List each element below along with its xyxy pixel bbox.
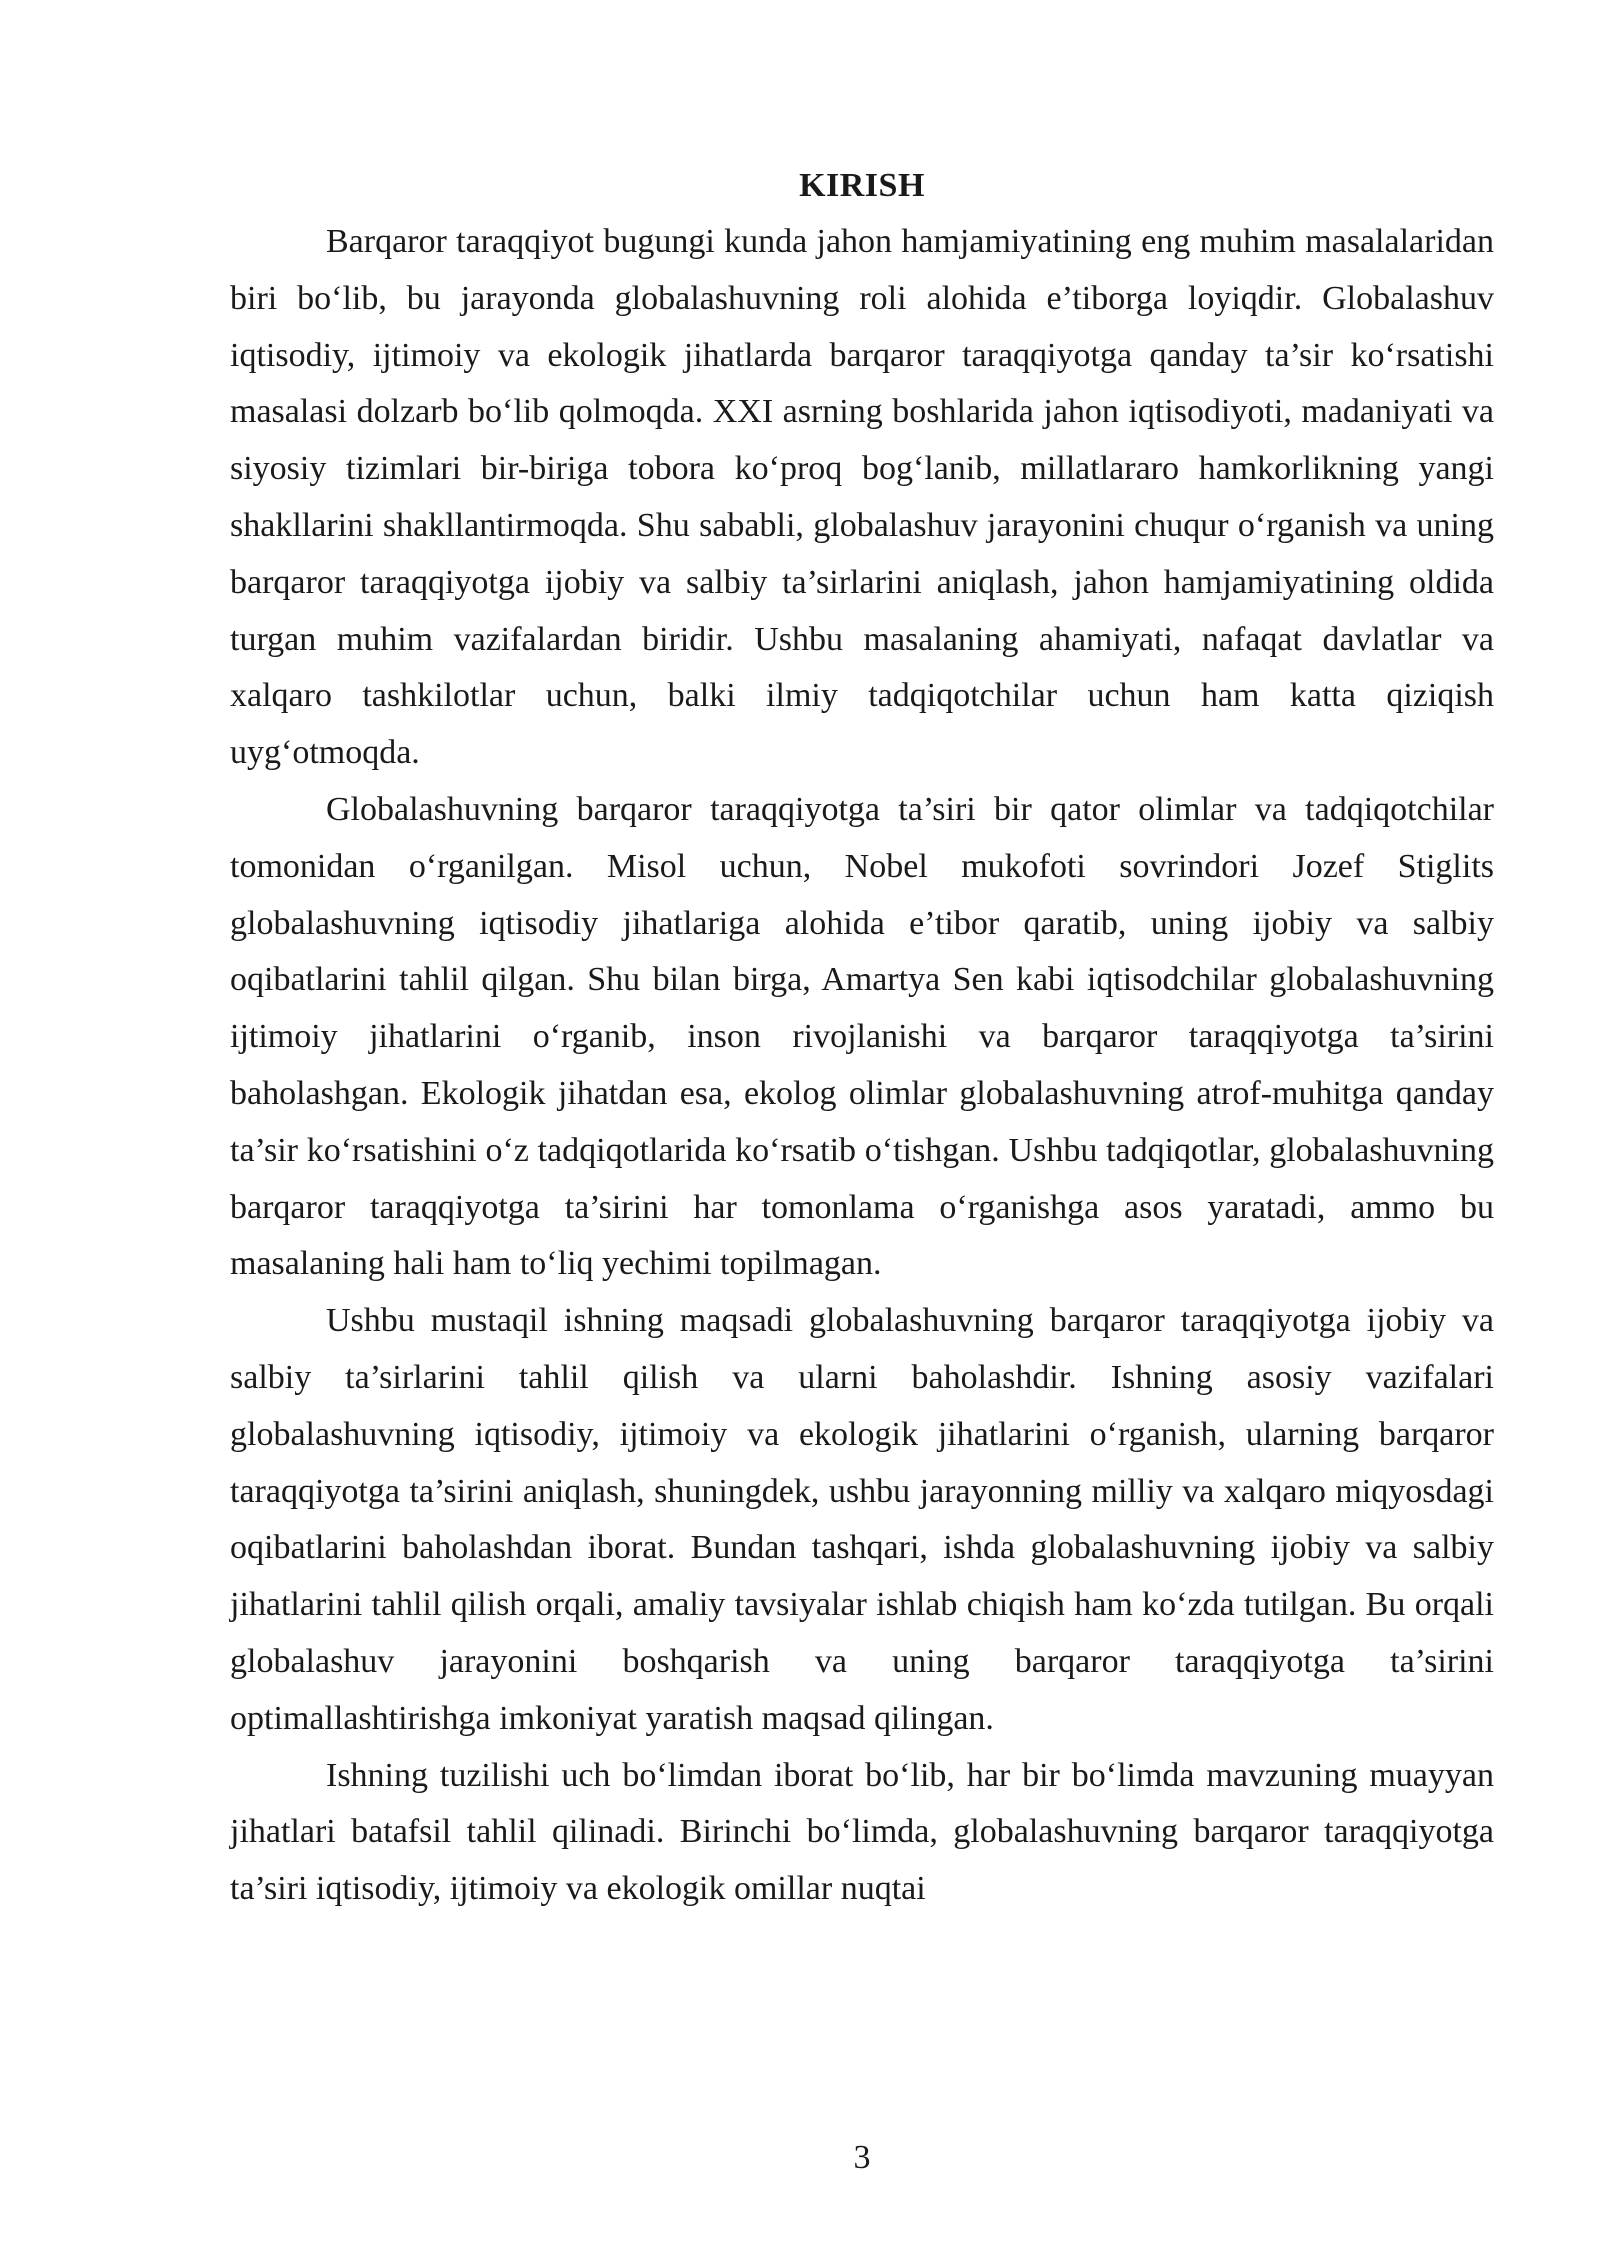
page-content xyxy=(230,158,1494,1918)
page-title: KIRISH xyxy=(799,167,925,204)
paragraph-2: Globalashuvning barqaror taraqqiyotga ta’siri bir qator olimlar va tadqiqotchilar tomonidan o‘rganilgan. Misol uchun, Nobel mukofoti sovrindori Jozef Stiglits globalashuvning iqtisodiy jihatlariga alohida e’tibor qaratib, uning ijobiy va salbiy oqibatlarini tahlil qilgan. Shu bilan birga, Amartya Sen kabi iqtisodchilar globalashuvning ijtimoiy jihatlarini o‘rganib, inson rivojlanishi va barqaror taraqqiyotga ta’sirini baholashgan. Ekologik jihatdan esa, ekolog olimlar globalashuvning atrof-muhitga qanday ta’sir ko‘rsatishini o‘z tadqiqotlarida ko‘rsatib o‘tishgan. Ushbu tadqiqotlar, globalashuvning barqaror taraqqiyotga ta’sirini har tomonlama o‘rganishga asos yaratadi, ammo bu masalaning hali ham to‘liq yechimi topilmagan. xyxy=(230,790,1494,1283)
paragraph-4: Ishning tuzilishi uch bo‘limdan iborat bo‘lib, har bir bo‘limda mavzuning muayyan jihatlari batafsil tahlil qilinadi. Birinchi bo‘limda, globalashuvning barqaror taraqqiyotga ta’siri iqtisodiy, ijtimoiy va ekologik omillar nuqtai xyxy=(230,1756,1494,1908)
paragraph-1: Barqaror taraqqiyot bugungi kunda jahon hamjamiyatining eng muhim masalalaridan biri bo‘lib, bu jarayonda globalashuvning roli alohida e’tiborga loyiqdir. Globalashuv iqtisodiy, ijtimoiy va ekologik jihatlarda barqaror taraqqiyotga qanday ta’sir ko‘rsatishi masalasi dolzarb bo‘lib qolmoqda. XXI asrning boshlarida jahon iqtisodiyoti, madaniyati va siyosiy tizimlari bir-biriga tobora ko‘proq bog‘lanib, millatlararo hamkorlikning yangi shakllarini shakllantirmoqda. Shu sababli, globalashuv jarayonini chuqur o‘rganish va uning barqaror taraqqiyotga ijobiy va salbiy ta’sirlarini aniqlash, jahon hamjamiyatining oldida turgan muhim vazifalardan biridir. Ushbu masalaning ahamiyati, nafaqat davlatlar va xalqaro tashkilotlar uchun, balki ilmiy tadqiqotchilar uchun ham katta qiziqish uyg‘otmoqda. xyxy=(230,223,1494,772)
page-number: 3 xyxy=(853,2139,871,2176)
paragraph-3: Ushbu mustaqil ishning maqsadi globalashuvning barqaror taraqqiyotga ijobiy va salbiy ta’sirlarini tahlil qilish va ularni baholashdir. Ishning asosiy vazifalari globalashuvning iqtisodiy, ijtimoiy va ekologik jihatlarini o‘rganish, ularning barqaror taraqqiyotga ta’sirini aniqlash, shuningdek, ushbu jarayonning milliy va xalqaro miqyosdagi oqibatlarini baholashdan iborat. Bundan tashqari, ishda globalashuvning ijobiy va salbiy jihatlarini tahlil qilish orqali, amaliy tavsiyalar ishlab chiqish ham ko‘zda tutilgan. Bu orqali globalashuv jarayonini boshqarish va uning barqaror taraqqiyotga ta’sirini optimallashtirishga imkoniyat yaratish maqsad qilingan. xyxy=(230,1302,1494,1737)
